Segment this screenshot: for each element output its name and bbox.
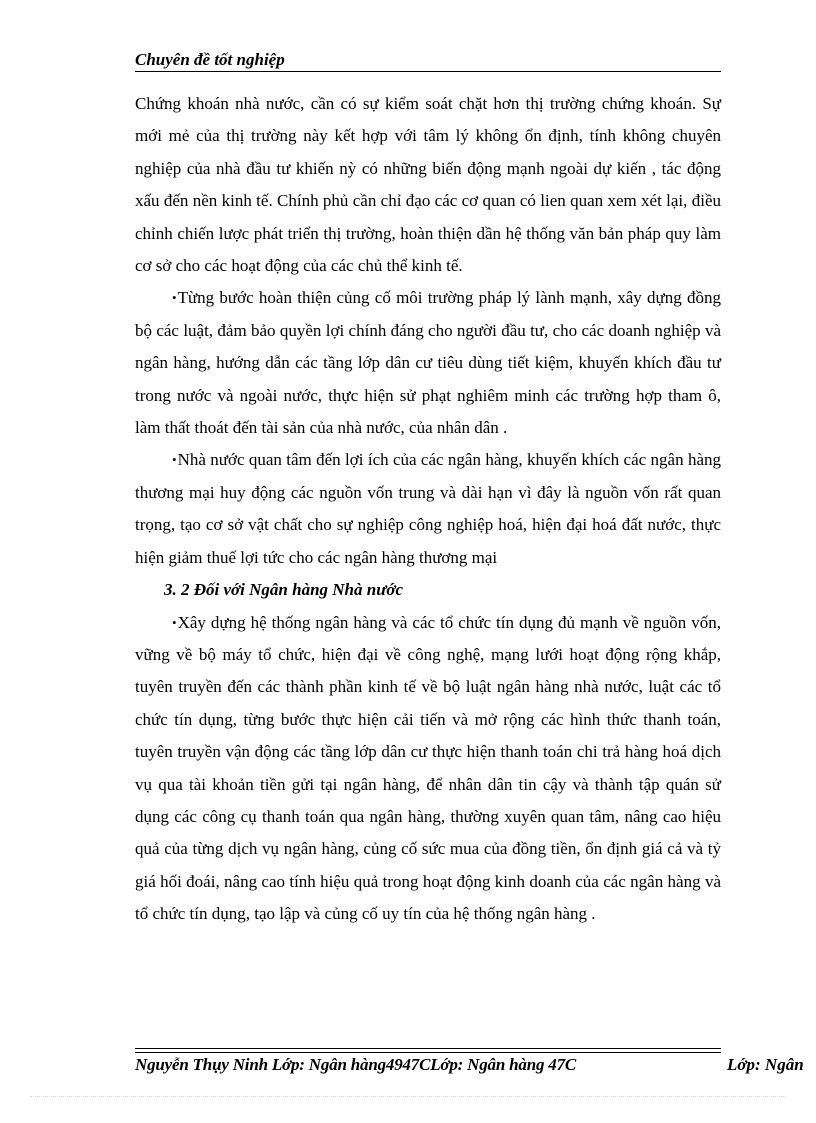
- page-footer-right: Lớp: Ngân: [727, 1055, 804, 1074]
- paragraph-2: [135, 282, 721, 444]
- page-footer-left: [135, 1055, 576, 1075]
- header-rule: [135, 71, 721, 72]
- footer-rule-top: [135, 1048, 721, 1049]
- paragraph-4-text: Xây dựng hệ thống ngân hàng và các tổ chức tín dụng đủ mạnh về nguồn vốn, vững về bộ máy tổ chức, hiện đại về công nghệ, mạng lưới hoạt động rộng khắp, tuyên truyền đến các thành phần kinh tế về bộ luật ngân hàng nhà nước, luật các tổ chức tín dụng, từng bước thực hiện cải tiến và mở rộng các hình thức thanh toán, tuyên truyền vận động các tầng lớp dân cư thực hiện thanh toán chi trả hàng hoá dịch vụ qua tài khoản tiền gửi tại ngân hàng, để nhân dân tin cậy và thành tập quán sử dụng các công cụ thanh toán qua ngân hàng, thường xuyên quan tâm, nâng cao hiệu quả của từng dịch vụ ngân hàng, củng cố sức mua của đồng tiền, ổn định giá cả và tỷ giá hối đoái, nâng cao tính hiệu quả trong hoạt động kinh doanh của các ngân hàng và tổ chức tín dụng, tạo lập và củng cố uy tín của hệ thống ngân hàng .: [135, 612, 721, 924]
- footer-class: 47CLớp: Ngân hàng 47C: [402, 1055, 577, 1074]
- section-heading: 3. 2 Đối với Ngân hàng Nhà nước: [164, 580, 404, 600]
- paragraph-1: Chứng khoán nhà nước, cần có sự kiểm soát chặt hơn thị trường chứng khoán. Sự mới mẻ của thị trường này kết hợp với tâm lý không ổn định, tính không chuyên nghiệp của nhà đầu tư khiến nỳ có những biến động mạnh ngoài dự kiến , tác động xấu đến nền kinh tế. Chính phủ cần chỉ đạo các cơ quan có lien quan xem xét lại, điều chỉnh chiến lược phát triển thị trường, hoàn thiện dần hệ thống văn bản pháp quy làm cơ sở cho các hoạt động của các chủ thể kinh tế.: [135, 94, 721, 276]
- paragraph-3: [135, 444, 721, 574]
- page-number: 49: [385, 1055, 403, 1074]
- bullet-icon: •: [172, 614, 177, 630]
- page-header-title: Chuyên đề tốt nghiệp: [135, 50, 285, 69]
- bullet-icon: •: [172, 290, 177, 306]
- page-bottom-divider: [30, 1096, 786, 1097]
- paragraph-4: [135, 607, 721, 931]
- paragraph-2-text: Từng bước hoàn thiện củng cố môi trường pháp lý lành mạnh, xây dựng đồng bộ các luật, đảm bảo quyền lợi chính đáng cho người đầu tư, cho các doanh nghiệp và ngân hàng, hướng dẫn các tầng lớp dân cư tiêu dùng tiết kiệm, khuyến khích đầu tư trong nước và ngoài nước, thực hiện sử phạt nghiêm minh các trường hợp tham ô, làm thất thoát đến tài sản của nhà nước, của nhân dân .: [135, 288, 721, 438]
- document-body: [135, 88, 721, 931]
- paragraph-3-text: Nhà nước quan tâm đến lợi ích của các ngân hàng, khuyến khích các ngân hàng thương mại huy động các nguồn vốn trung và dài hạn vì đây là nguồn vốn rất quan trọng, tạo cơ sở vật chất cho sự nghiệp công nghiệp hoá, hiện đại hoá đất nước, thực hiện giảm thuế lợi tức cho các ngân hàng thương mại: [135, 450, 721, 567]
- footer-rule-bottom: [135, 1052, 721, 1053]
- bullet-icon: •: [172, 452, 177, 468]
- footer-author: Nguyễn Thụy Ninh Lớp: Ngân hàng: [135, 1055, 386, 1074]
